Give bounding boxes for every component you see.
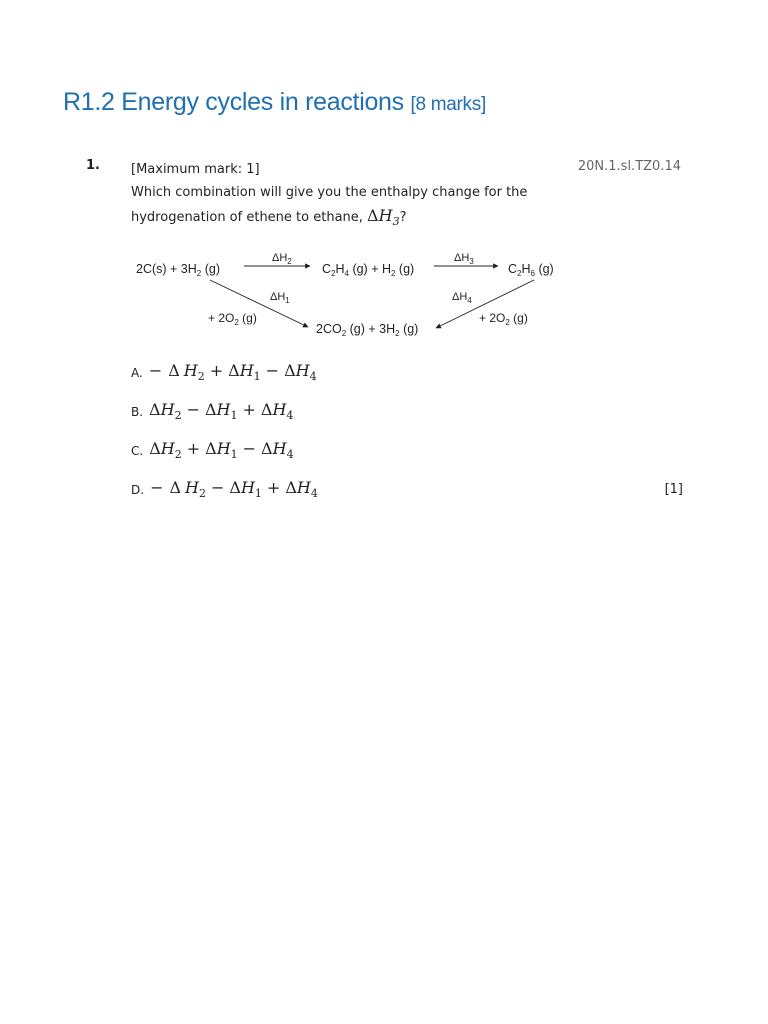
option-a-letter: A. — [131, 365, 143, 380]
label-dh2: $\Delta H_2$ — [272, 252, 292, 266]
oxygen-right: + $2O_2$ (g) — [479, 311, 528, 327]
question-mark-value: [1] — [664, 482, 683, 497]
option-b-expression: $\Delta H_2 - \Delta H_1 + \Delta H_4$ — [149, 400, 294, 423]
prompt-line-1: Which combination will give you the enthalpy change for the — [131, 185, 528, 200]
option-c-expression: $\Delta H_2 + \Delta H_1 - \Delta H_4$ — [149, 439, 294, 462]
option-a-expression: − Δ $H_2 + \Delta H_1 - \Delta H_4$ — [148, 361, 317, 384]
diagram-product: $C_2H_6$ (g) — [508, 262, 554, 278]
diagram-bottom: $2CO_2$ $(g) + 3H_2$ (g) — [316, 322, 419, 338]
question-code: 20N.1.sl.TZ0.14 — [577, 159, 681, 174]
label-dh3: $\Delta H_3$ — [454, 252, 474, 266]
option-a[interactable] — [131, 353, 683, 392]
prompt-math: $\Delta H_3$ — [367, 206, 400, 229]
max-mark: [Maximum mark: 1] — [131, 162, 260, 177]
diagram-intermediate: $C_2H_4$ $(g) + H_2$ (g) — [322, 262, 415, 278]
option-d-expression: − Δ $H_2 - \Delta H_1 + \Delta H_4$ — [150, 478, 318, 501]
question-number: 1. — [86, 158, 100, 173]
option-b[interactable] — [131, 392, 683, 431]
prompt-line-2 — [131, 204, 571, 233]
prompt-line-2-text: hydrogenation of ethene to ethane, — [131, 210, 368, 225]
label-dh4: $\Delta H_4$ — [452, 291, 472, 305]
option-d-letter: D. — [131, 482, 145, 497]
answer-options — [131, 353, 683, 509]
option-c[interactable] — [131, 431, 683, 470]
prompt-end: ? — [399, 210, 407, 225]
question-body — [131, 158, 571, 233]
title-marks: [8 marks] — [410, 94, 486, 115]
oxygen-left: + $2O_2$ (g) — [208, 311, 257, 327]
option-b-letter: B. — [131, 404, 144, 419]
label-dh1: $\Delta H_1$ — [270, 291, 290, 305]
option-c-letter: C. — [131, 443, 144, 458]
diagram-reactants: $2C(s) + 3H_2$ (g) — [136, 262, 220, 278]
title-text: R1.2 Energy cycles in reactions — [63, 88, 404, 116]
energy-cycle-diagram — [136, 242, 556, 342]
page-title — [63, 88, 486, 117]
option-d[interactable] — [131, 470, 683, 509]
